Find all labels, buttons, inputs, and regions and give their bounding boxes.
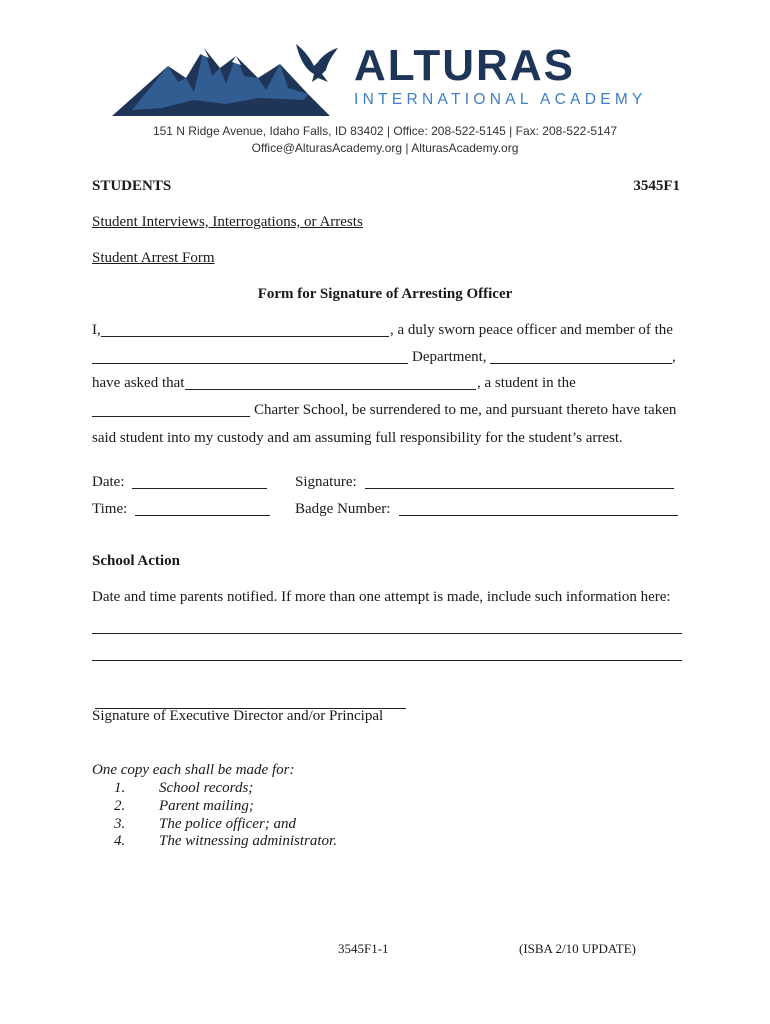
eagle-icon (292, 40, 342, 86)
badge-number-field[interactable] (399, 515, 678, 516)
copies-item-text: School records; (159, 780, 254, 796)
copies-intro: One copy each shall be made for: (92, 762, 295, 778)
school-action-instruction: Date and time parents notified. If more than one attempt is made, include such information here: (92, 589, 671, 605)
copies-item-text: The witnessing administrator. (159, 833, 337, 849)
para-line2-department: Department, (412, 349, 487, 365)
para-line3-start: have asked that (92, 375, 185, 391)
copies-item-number: 1. (114, 780, 126, 796)
contact-line: Office@AlturasAcademy.org | AlturasAcademy.org (251, 141, 519, 155)
para-line1-end: , a duly sworn peace officer and member of the (390, 322, 673, 338)
director-signature-label: Signature of Executive Director and/or Principal (92, 708, 384, 724)
para-line1-start: I, (92, 322, 101, 338)
brand-subtitle: INTERNATIONAL ACADEMY (354, 91, 647, 108)
para-line2-end: , (672, 349, 676, 365)
date-field[interactable] (132, 488, 267, 489)
school-name-blank[interactable] (92, 416, 250, 417)
department-extra-blank[interactable] (490, 363, 672, 364)
student-name-blank[interactable] (185, 389, 476, 390)
school-action-heading: School Action (92, 553, 180, 569)
badge-label: Badge Number: (295, 501, 391, 517)
brand-name: ALTURAS (354, 41, 575, 90)
update-note: (ISBA 2/10 UPDATE) (519, 941, 637, 956)
department-name-blank[interactable] (92, 363, 408, 364)
form-name: Student Arrest Form (92, 250, 215, 266)
copies-item-number: 4. (114, 833, 126, 849)
form-title: Form for Signature of Arresting Officer (257, 286, 513, 302)
para-line3-end: , a student in the (477, 375, 576, 391)
notification-details-line-2[interactable] (92, 660, 682, 661)
copies-item-number: 2. (114, 798, 126, 814)
page-number: 3545F1-1 (338, 941, 389, 956)
officer-signature-field[interactable] (365, 488, 674, 489)
copies-item-number: 3. (114, 816, 126, 832)
officer-name-blank[interactable] (101, 336, 389, 337)
copies-item-text: The police officer; and (159, 816, 297, 832)
policy-code: 3545F1 (633, 178, 680, 194)
para-line4: Charter School, be surrendered to me, and pursuant thereto have taken (254, 402, 677, 418)
para-line5: said student into my custody and am assuming full responsibility for the student’s arrest. (92, 430, 623, 446)
policy-heading: Student Interviews, Interrogations, or Arrests (92, 214, 363, 230)
copies-item-text: Parent mailing; (159, 798, 254, 814)
date-label: Date: (92, 474, 125, 490)
address-line: 151 N Ridge Avenue, Idaho Falls, ID 83402 | Office: 208-522-5145 | Fax: 208-522-5147 (152, 124, 618, 138)
signature-label: Signature: (295, 474, 357, 490)
time-field[interactable] (135, 515, 270, 516)
time-label: Time: (92, 501, 128, 517)
notification-details-line-1[interactable] (92, 633, 682, 634)
section-label: STUDENTS (92, 178, 172, 194)
